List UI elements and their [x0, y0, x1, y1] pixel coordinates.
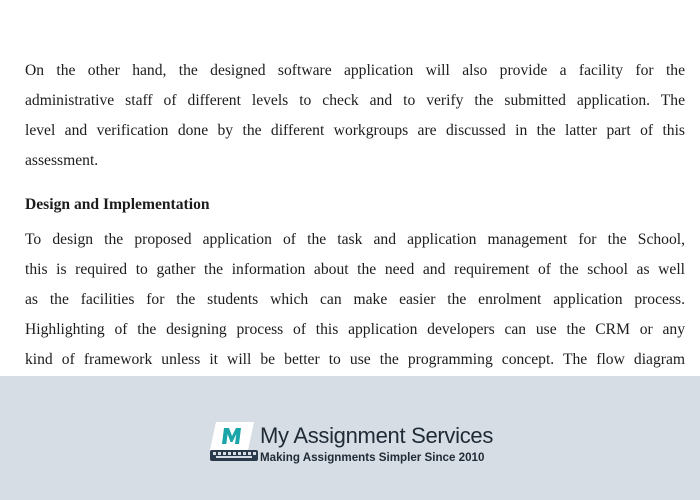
m-letter-logo-icon: [210, 422, 254, 450]
watermark-footer: [0, 376, 700, 500]
paragraph-design: [25, 225, 685, 375]
paragraph-line: kind of framework unless it will be better to use the programming concept. The flow diagram: [25, 351, 685, 368]
paragraph-line: administrative staff of different levels to check and to verify the submitted application. The: [25, 92, 685, 109]
keyboard-icon: [210, 450, 258, 461]
paragraph-line: as the facilities for the students which can make easier the enrolment application process.: [25, 291, 685, 308]
brand-name: My Assignment Services: [260, 423, 494, 448]
paragraph-line: this is required to gather the information about the need and requirement of the school as well: [25, 261, 685, 278]
paragraph-line: level and verification done by the different workgroups are discussed in the latter part of this: [25, 122, 685, 139]
paragraph-line: assessment.: [25, 152, 99, 169]
paragraph-line: To design the proposed application of the task and application management for the School,: [25, 231, 685, 248]
section-heading: Design and Implementation: [25, 196, 210, 213]
brand-tagline: Making Assignments Simpler Since 2010: [260, 451, 485, 464]
paragraph-intro: [25, 56, 685, 176]
paragraph-line: Highlighting of the designing process of this application developers can use the CRM or any: [25, 321, 685, 338]
brand-logo: [210, 422, 500, 466]
paragraph-line: On the other hand, the designed software application will also provide a facility for the: [25, 62, 685, 79]
